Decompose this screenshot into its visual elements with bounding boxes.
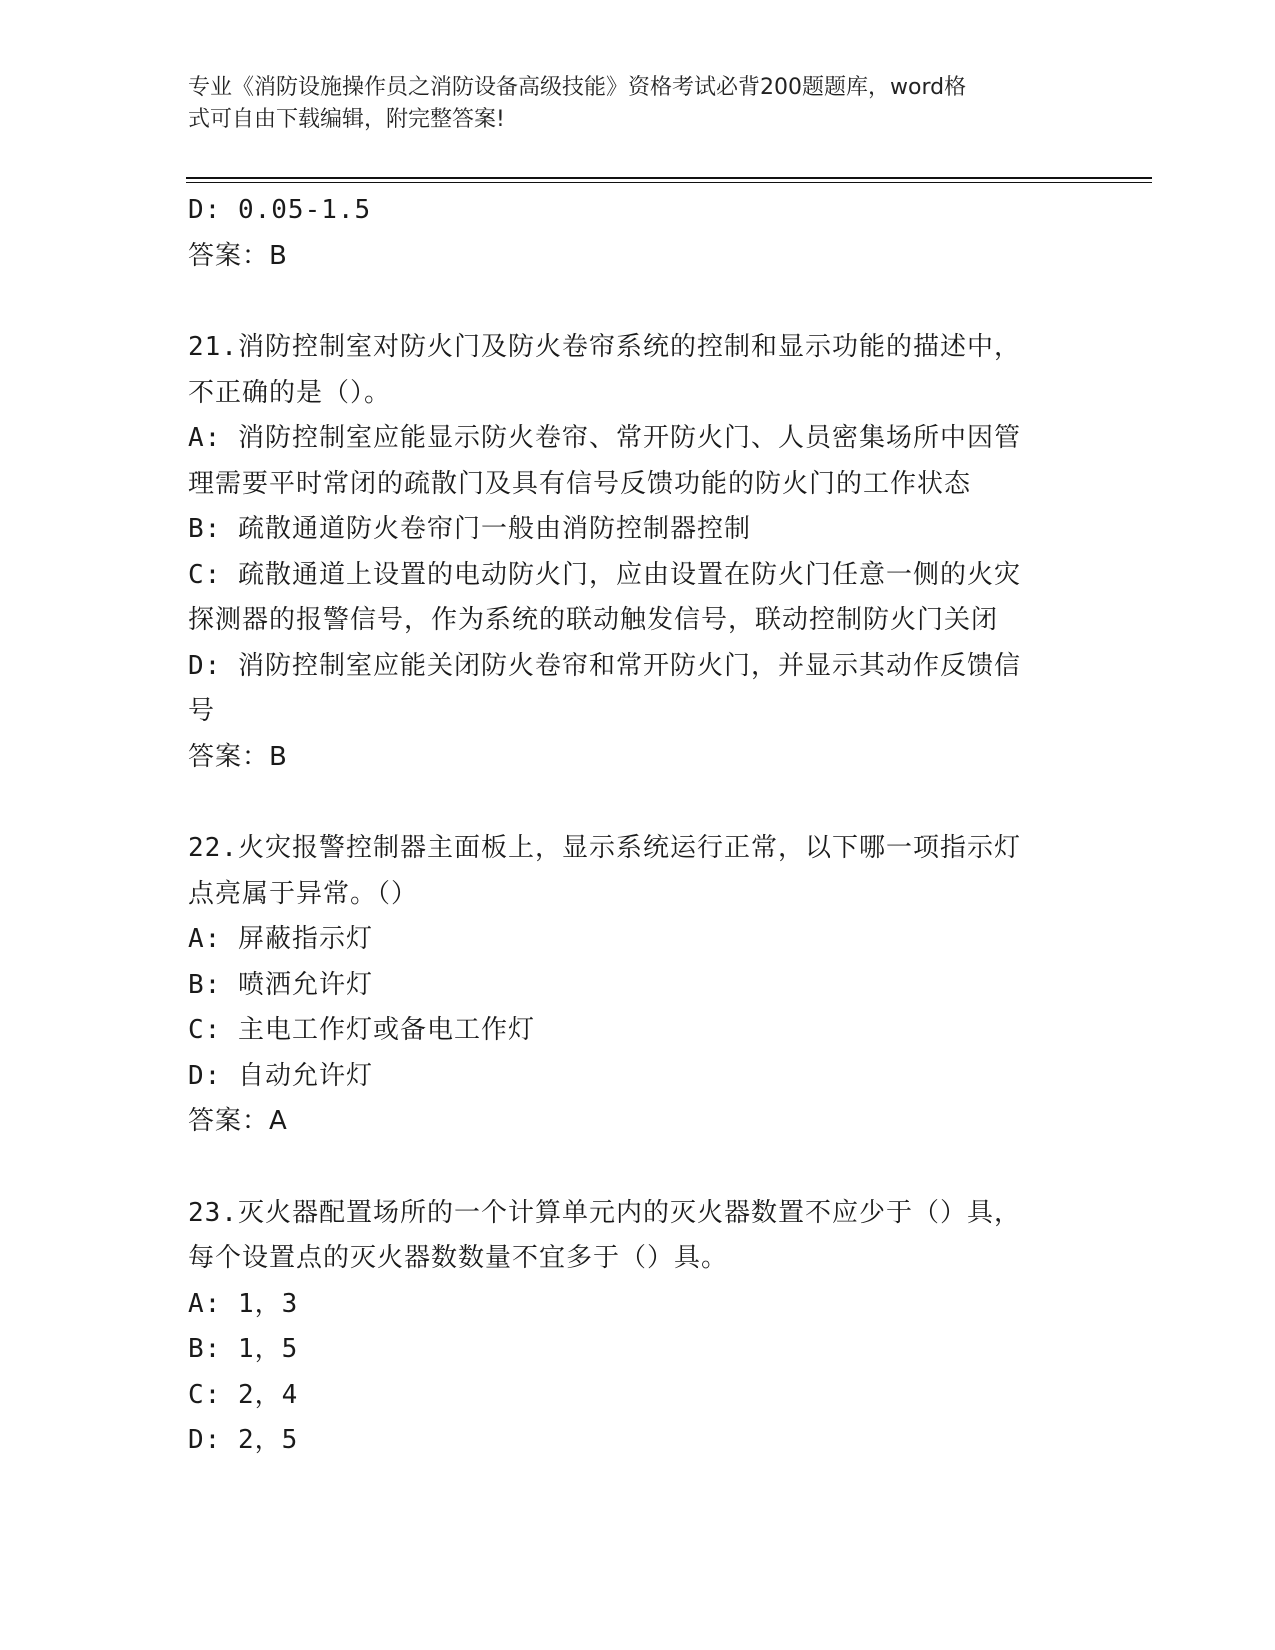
answer-line: 答案：B [188, 240, 288, 271]
option-d: D: 消防控制室应能关闭防火卷帘和常开防火门，并显示其动作反馈信 [188, 650, 1021, 681]
header-line-2: 式可自由下载编辑，附完整答案! [188, 107, 505, 132]
answer-line: 答案：B [188, 741, 288, 772]
option-b: B: 喷洒允许灯 [188, 969, 373, 1000]
option-c-continued: 探测器的报警信号，作为系统的联动触发信号，联动控制防火门关闭 [188, 605, 999, 635]
question-21 [188, 325, 1068, 780]
option-a: A: 1，3 [188, 1288, 299, 1319]
option-d: D: 0.05-1.5 [188, 195, 372, 225]
option-a: A: 屏蔽指示灯 [188, 924, 373, 954]
option-d: D: 2，5 [188, 1425, 299, 1455]
option-b: B: 疏散通道防火卷帘门一般由消防控制器控制 [188, 514, 751, 544]
question-stem-line: 点亮属于异常。（） [188, 878, 419, 909]
question-stem-line: 每个设置点的灭火器数数量不宜多于（）具。 [188, 1243, 729, 1273]
document-body [188, 188, 1068, 1464]
question-stem-line: 22.火灾报警控制器主面板上，显示系统运行正常，以下哪一项指示灯 [188, 833, 1021, 863]
option-a: A: 消防控制室应能显示防火卷帘、常开防火门、人员密集场所中因管 [188, 423, 1021, 453]
question-stem-line: 23.灭火器配置场所的一个计算单元内的灭火器数置不应少于（）具， [188, 1197, 1021, 1228]
option-d: D: 自动允许灯 [188, 1060, 373, 1091]
option-d-continued: 号 [188, 696, 216, 726]
question-22 [188, 826, 1068, 1145]
header-divider [186, 177, 1152, 183]
answer-line: 答案：A [188, 1106, 288, 1136]
question-stem-line: 不正确的是（）。 [188, 377, 392, 408]
option-b: B: 1，5 [188, 1334, 299, 1364]
question-23 [188, 1191, 1068, 1464]
option-a-continued: 理需要平时常闭的疏散门及具有信号反馈功能的防火门的工作状态 [188, 468, 972, 499]
previous-question-tail [188, 188, 1068, 279]
option-c: C: 主电工作灯或备电工作灯 [188, 1015, 535, 1045]
header-line-1: 专业《消防设施操作员之消防设备高级技能》资格考试必背200题题库，word格 [188, 75, 967, 100]
option-c: C: 2，4 [188, 1379, 299, 1410]
page-header [188, 72, 1068, 136]
question-stem-line: 21.消防控制室对防火门及防火卷帘系统的控制和显示功能的描述中， [188, 332, 1021, 362]
option-c: C: 疏散通道上设置的电动防火门，应由设置在防火门任意一侧的火灾 [188, 559, 1021, 590]
